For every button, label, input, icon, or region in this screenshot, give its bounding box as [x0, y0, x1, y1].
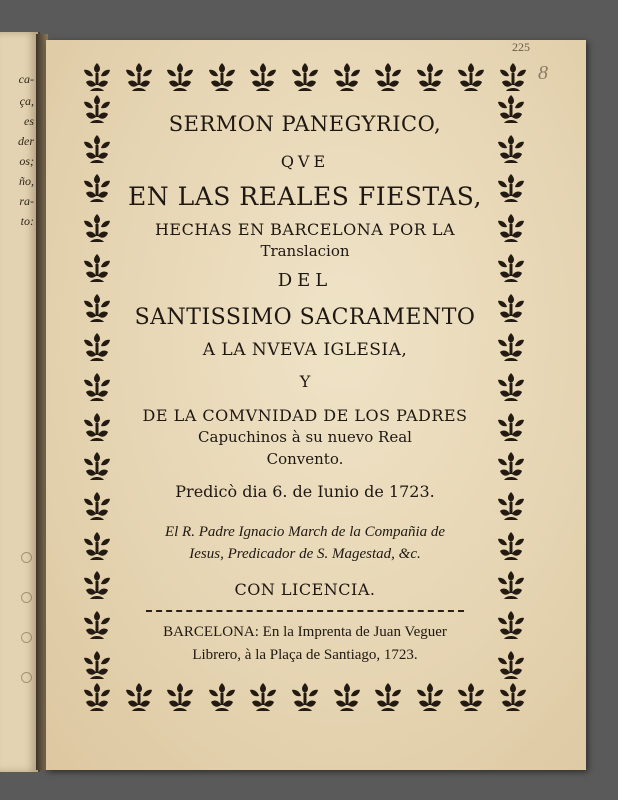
sermon-title: SERMON PANEGYRICO,	[168, 112, 442, 136]
imprint-line-1: BARCELONA: En la Imprenta de Juan Veguer	[163, 624, 447, 640]
facing-page-text: ra-	[19, 194, 34, 208]
ornament-flower-icon	[80, 251, 114, 285]
ornament-flower-icon	[494, 92, 528, 126]
facing-page-text: ño,	[19, 174, 34, 188]
title-sacramento: SANTISSIMO SACRAMENTO	[134, 305, 476, 330]
ornament-flower-icon	[80, 171, 114, 205]
folio-number: 225	[512, 40, 530, 54]
ornament-flower-icon	[163, 680, 197, 714]
title-barcelona: HECHAS EN BARCELONA POR LA	[154, 220, 456, 239]
ornament-flower-icon	[80, 92, 114, 126]
ornament-flower-icon	[80, 410, 114, 444]
ornament-flower-icon	[494, 171, 528, 205]
ornament-flower-icon	[494, 608, 528, 642]
ornamental-border-top	[80, 60, 530, 94]
ornament-flower-icon	[288, 60, 322, 94]
ornament-flower-icon	[163, 60, 197, 94]
ornament-flower-icon	[80, 330, 114, 364]
facing-page-text: es	[24, 114, 34, 128]
ornament-flower-icon	[80, 449, 114, 483]
ornament-flower-icon	[454, 60, 488, 94]
title-que: QVE	[280, 152, 330, 171]
title-comunidad: DE LA COMVNIDAD DE LOS PADRES	[142, 406, 468, 425]
penciled-number: 8	[538, 62, 548, 84]
ornament-flower-icon	[494, 370, 528, 404]
ornament-flower-icon	[80, 680, 114, 714]
ornament-flower-icon	[494, 211, 528, 245]
title-iglesia: A LA NVEVA IGLESIA,	[202, 340, 408, 360]
ornament-flower-icon	[80, 489, 114, 523]
ornament-flower-icon	[122, 680, 156, 714]
ornament-flower-icon	[371, 60, 405, 94]
ornament-flower-icon	[122, 60, 156, 94]
ornament-flower-icon	[246, 680, 280, 714]
faded-ornament-icon	[21, 552, 32, 563]
ornament-flower-icon	[494, 489, 528, 523]
ornament-flower-icon	[330, 680, 364, 714]
title-translacion: Translacion	[260, 242, 350, 260]
ornament-flower-icon	[205, 60, 239, 94]
facing-page-text: os;	[19, 154, 34, 168]
ornament-flower-icon	[494, 132, 528, 166]
ornament-flower-icon	[288, 680, 322, 714]
ornament-flower-icon	[80, 370, 114, 404]
ornament-flower-icon	[494, 449, 528, 483]
ornament-flower-icon	[494, 330, 528, 364]
ornament-flower-icon	[494, 529, 528, 563]
faded-ornament-icon	[21, 592, 32, 603]
title-capuchinos: Capuchinos à su nuevo Real	[198, 428, 412, 446]
title-y: Y	[299, 372, 311, 391]
ornament-flower-icon	[494, 568, 528, 602]
facing-page-fragment	[0, 32, 40, 772]
facing-page-text: ça,	[19, 94, 34, 108]
author-line-1: El R. Padre Ignacio March de la Compañia de	[164, 524, 446, 540]
ornament-flower-icon	[80, 211, 114, 245]
facing-page-text: ca-	[18, 72, 34, 86]
title-convento: Convento.	[266, 450, 344, 468]
printers-rule	[146, 610, 464, 612]
faded-ornament-icon	[21, 632, 32, 643]
ornamental-border-left	[80, 92, 116, 682]
ornament-flower-icon	[80, 568, 114, 602]
ornament-flower-icon	[371, 680, 405, 714]
ornament-flower-icon	[80, 132, 114, 166]
preached-date: Predicò dia 6. de Iunio de 1723.	[175, 482, 435, 501]
ornament-flower-icon	[413, 60, 447, 94]
ornament-flower-icon	[80, 60, 114, 94]
ornament-flower-icon	[330, 60, 364, 94]
ornament-flower-icon	[496, 680, 530, 714]
ornament-flower-icon	[494, 251, 528, 285]
ornament-flower-icon	[246, 60, 280, 94]
ornament-flower-icon	[413, 680, 447, 714]
imprint-line-2: Librero, à la Plaça de Santiago, 1723.	[192, 647, 418, 663]
facing-page-text: to:	[20, 214, 34, 228]
author-line-2: Iesus, Predicador de S. Magestad, &c.	[189, 546, 421, 562]
title-fiestas: EN LAS REALES FIESTAS,	[128, 182, 482, 211]
ornament-flower-icon	[454, 680, 488, 714]
ornament-flower-icon	[494, 648, 528, 682]
ornamental-border-right	[494, 92, 530, 682]
ornament-flower-icon	[494, 291, 528, 325]
title-text-block	[118, 100, 492, 680]
ornament-flower-icon	[205, 680, 239, 714]
ornament-flower-icon	[494, 410, 528, 444]
ornament-flower-icon	[80, 529, 114, 563]
ornament-flower-icon	[80, 648, 114, 682]
faded-ornament-icon	[21, 672, 32, 683]
license-line: CON LICENCIA.	[234, 580, 376, 599]
ornament-flower-icon	[80, 291, 114, 325]
ornament-flower-icon	[496, 60, 530, 94]
title-del: DEL	[277, 270, 333, 291]
ornament-flower-icon	[80, 608, 114, 642]
ornamental-border-bottom	[80, 680, 530, 720]
facing-page-text: der	[18, 134, 34, 148]
